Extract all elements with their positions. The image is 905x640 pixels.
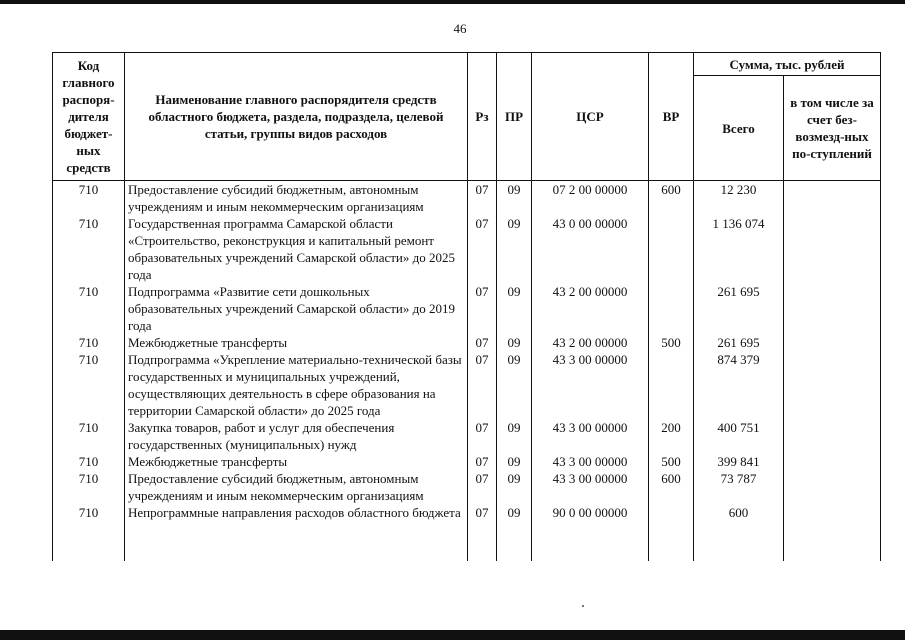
table-row	[53, 215, 881, 283]
header-csr: ЦСР	[532, 53, 649, 181]
cell-pr: 09	[497, 419, 532, 453]
table-spacer-row	[53, 521, 881, 561]
cell-pr: 09	[497, 181, 532, 216]
header-rz: Рз	[468, 53, 497, 181]
spacer-cell	[125, 521, 468, 561]
cell-code: 710	[53, 334, 125, 351]
header-total: Всего	[694, 76, 784, 181]
spacer-cell	[468, 521, 497, 561]
cell-pr: 09	[497, 504, 532, 521]
cell-csr: 43 3 00 00000	[532, 351, 649, 419]
cell-pr: 09	[497, 470, 532, 504]
cell-total: 12 230	[694, 181, 784, 216]
header-code: Код главного распоря-дителя бюджет-ных средств	[53, 53, 125, 181]
header-name: Наименование главного распорядителя средств областного бюджета, раздела, подраздела, целевой статьи, группы видов расходов	[125, 53, 468, 181]
cell-pr: 09	[497, 283, 532, 334]
table-row	[53, 504, 881, 521]
table-row	[53, 351, 881, 419]
header-sum-group: Сумма, тыс. рублей	[694, 53, 881, 76]
table-row	[53, 419, 881, 453]
cell-vr: 500	[649, 334, 694, 351]
cell-vr: 600	[649, 470, 694, 504]
cell-name: Межбюджетные трансферты	[125, 334, 468, 351]
page-number: 46	[453, 21, 467, 36]
cell-csr: 43 3 00 00000	[532, 419, 649, 453]
spacer-cell	[784, 521, 881, 561]
cell-grants	[784, 470, 881, 504]
cell-vr: 600	[649, 181, 694, 216]
cell-rz: 07	[468, 470, 497, 504]
header-vr: ВР	[649, 53, 694, 181]
cell-pr: 09	[497, 453, 532, 470]
cell-grants	[784, 215, 881, 283]
cell-rz: 07	[468, 181, 497, 216]
header-row	[53, 53, 881, 76]
table-row	[53, 283, 881, 334]
cell-name: Подпрограмма «Развитие сети дошкольных образовательных учреждений Самарской области» до 2019 года	[125, 283, 468, 334]
cell-total: 600	[694, 504, 784, 521]
cell-vr: 500	[649, 453, 694, 470]
cell-grants	[784, 283, 881, 334]
cell-code: 710	[53, 351, 125, 419]
cell-rz: 07	[468, 419, 497, 453]
cell-grants	[784, 453, 881, 470]
cell-rz: 07	[468, 504, 497, 521]
cell-total: 400 751	[694, 419, 784, 453]
cell-total: 261 695	[694, 283, 784, 334]
cell-code: 710	[53, 470, 125, 504]
cell-vr	[649, 215, 694, 283]
cell-grants	[784, 351, 881, 419]
cell-rz: 07	[468, 283, 497, 334]
cell-code: 710	[53, 504, 125, 521]
cell-vr	[649, 504, 694, 521]
cell-pr: 09	[497, 215, 532, 283]
table-body	[53, 181, 881, 562]
cell-total: 261 695	[694, 334, 784, 351]
cell-grants	[784, 181, 881, 216]
cell-rz: 07	[468, 215, 497, 283]
cell-rz: 07	[468, 453, 497, 470]
table-row	[53, 181, 881, 216]
cell-csr: 43 3 00 00000	[532, 453, 649, 470]
spacer-cell	[53, 521, 125, 561]
cell-grants	[784, 334, 881, 351]
table-row	[53, 470, 881, 504]
cell-name: Подпрограмма «Укрепление материально-технической базы государственных и муниципальных учреждений, осуществляющих деятельность в сфере образования на территории Самарской области» до 2025 года	[125, 351, 468, 419]
cell-name: Закупка товаров, работ и услуг для обеспечения государственных (муниципальных) нужд	[125, 419, 468, 453]
cell-csr: 43 0 00 00000	[532, 215, 649, 283]
scan-speck	[582, 605, 584, 607]
spacer-cell	[694, 521, 784, 561]
cell-vr	[649, 351, 694, 419]
bottom-border-rule	[0, 630, 905, 640]
top-border-rule	[0, 0, 905, 4]
cell-csr: 43 2 00 00000	[532, 283, 649, 334]
header-grants: в том числе за счет без-возмезд-ных по-ступлений	[784, 76, 881, 181]
cell-name: Предоставление субсидий бюджетным, автономным учреждениям и иным некоммерческим организациям	[125, 181, 468, 216]
table-row	[53, 453, 881, 470]
cell-name: Межбюджетные трансферты	[125, 453, 468, 470]
spacer-cell	[649, 521, 694, 561]
cell-csr: 43 2 00 00000	[532, 334, 649, 351]
cell-vr: 200	[649, 419, 694, 453]
cell-csr: 90 0 00 00000	[532, 504, 649, 521]
spacer-cell	[497, 521, 532, 561]
cell-code: 710	[53, 453, 125, 470]
cell-vr	[649, 283, 694, 334]
cell-pr: 09	[497, 351, 532, 419]
cell-total: 1 136 074	[694, 215, 784, 283]
cell-csr: 43 3 00 00000	[532, 470, 649, 504]
cell-total: 874 379	[694, 351, 784, 419]
cell-total: 399 841	[694, 453, 784, 470]
cell-name: Предоставление субсидий бюджетным, автономным учреждениям и иным некоммерческим организациям	[125, 470, 468, 504]
cell-code: 710	[53, 215, 125, 283]
table-row	[53, 334, 881, 351]
budget-table	[52, 52, 881, 561]
cell-pr: 09	[497, 334, 532, 351]
cell-csr: 07 2 00 00000	[532, 181, 649, 216]
cell-rz: 07	[468, 334, 497, 351]
cell-code: 710	[53, 419, 125, 453]
cell-grants	[784, 504, 881, 521]
cell-name: Государственная программа Самарской области «Строительство, реконструкция и капитальный ремонт образовательных учреждений Самарской области» до 2025 года	[125, 215, 468, 283]
cell-name: Непрограммные направления расходов областного бюджета	[125, 504, 468, 521]
cell-code: 710	[53, 181, 125, 216]
cell-code: 710	[53, 283, 125, 334]
header-pr: ПР	[497, 53, 532, 181]
cell-total: 73 787	[694, 470, 784, 504]
spacer-cell	[532, 521, 649, 561]
cell-rz: 07	[468, 351, 497, 419]
cell-grants	[784, 419, 881, 453]
